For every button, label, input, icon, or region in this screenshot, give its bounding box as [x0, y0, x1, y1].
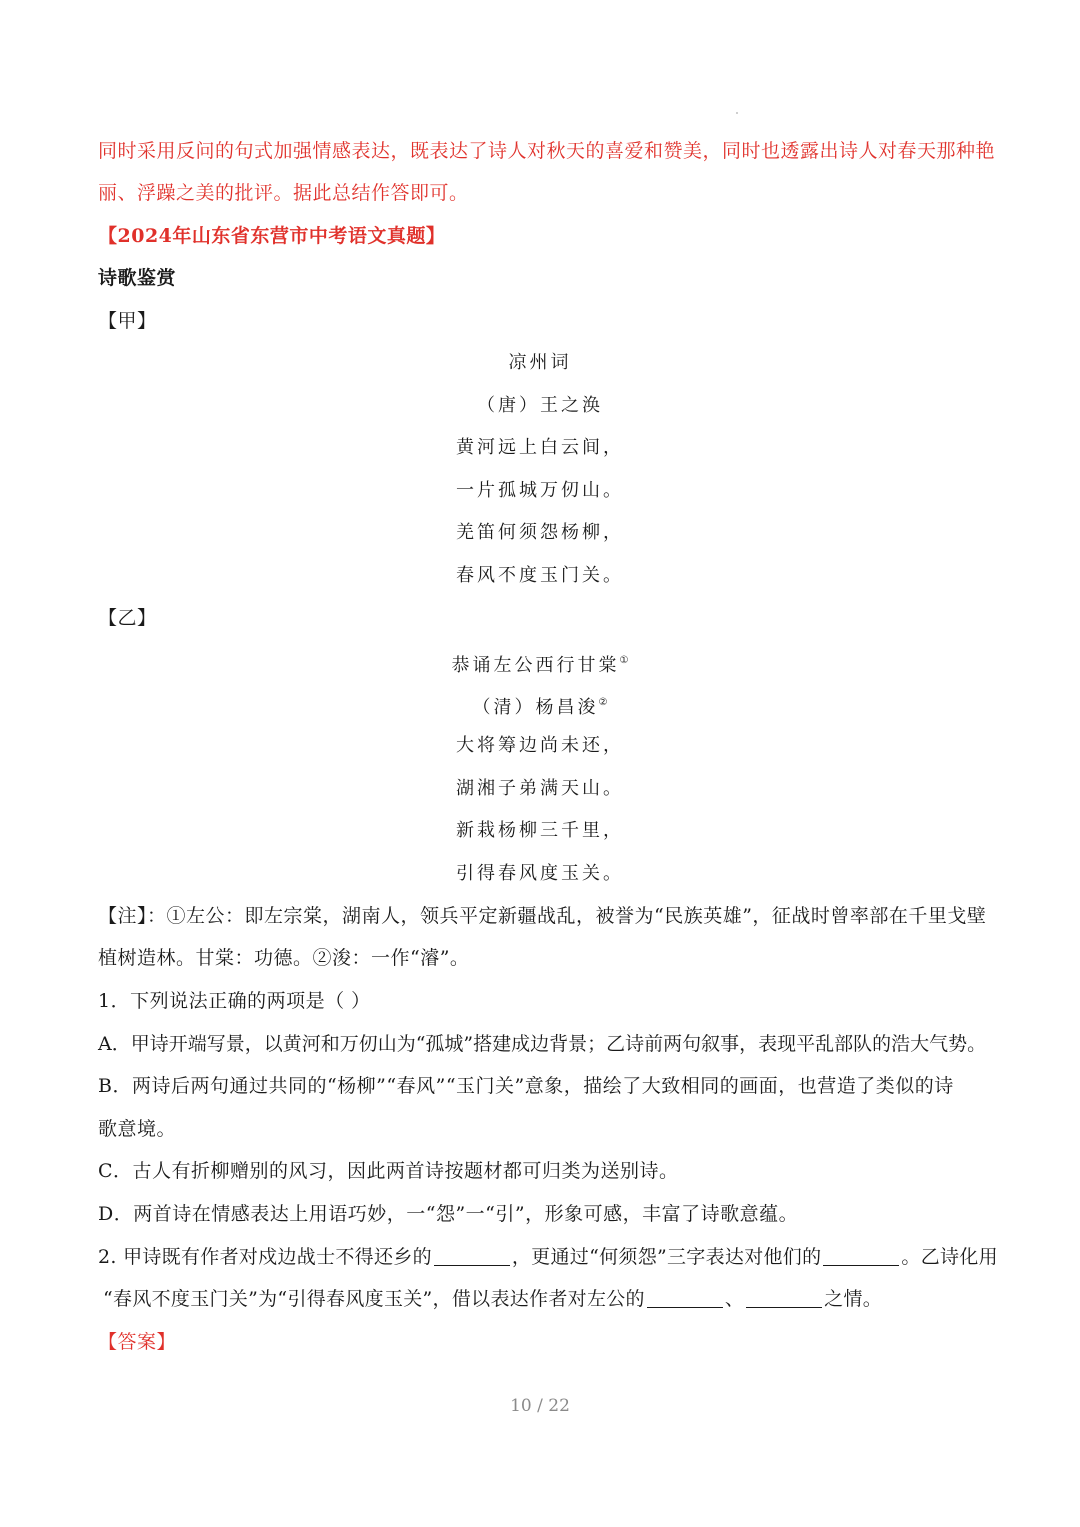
- poem-b-line-3: 新栽杨柳三千里，: [456, 820, 624, 841]
- section-title: 诗歌鉴赏: [98, 267, 177, 289]
- answer-blank-4[interactable]: [746, 1289, 822, 1308]
- poem-b-line-2: 湖湘子弟满天山。: [456, 778, 624, 799]
- question-1-option-a: A．甲诗开端写景，以黄河和万仞山为“孤城”搭建成边背景；乙诗前两句叙事，表现平乱部队的浩大气势。: [98, 1033, 987, 1055]
- page-number: 10 / 22: [510, 1396, 570, 1416]
- question-2-text-3: 。乙诗化用: [901, 1246, 998, 1268]
- poem-a-author: （唐）王之涣: [477, 395, 603, 416]
- answer-blank-3[interactable]: [647, 1289, 723, 1308]
- question-1-option-b: B．两诗后两句通过共同的“杨柳”“春风”“玉门关”意象，描绘了大致相同的画面，也营造了类似的诗: [98, 1075, 954, 1097]
- poem-b-author-row: [0, 689, 1080, 722]
- question-2-text-6: 之情。: [824, 1288, 883, 1310]
- answer-analysis-line-1: 同时采用反问的句式加强情感表达，既表达了诗人对秋天的喜爱和赞美，同时也透露出诗人对春天那种艳: [98, 140, 996, 162]
- question-2-line-1: [98, 1243, 998, 1271]
- exam-source-heading: 【2024年山东省东营市中考语文真题】: [98, 225, 446, 247]
- poem-b-marker: 【乙】: [98, 607, 157, 629]
- poem-a-marker: 【甲】: [98, 310, 157, 332]
- poem-a-line-4: 春风不度玉门关。: [456, 565, 624, 586]
- poem-b-title: 恭诵左公西行甘棠: [451, 655, 620, 676]
- poem-b-title-row: [0, 647, 1080, 680]
- answer-blank-2[interactable]: [823, 1247, 899, 1266]
- question-1-option-d: D．两首诗在情感表达上用语巧妙，一“怨”一“引”，形象可感，丰富了诗歌意蕴。: [98, 1203, 799, 1225]
- poem-a-line-3: 羌笛何须怨杨柳，: [456, 522, 624, 543]
- poem-b-title-footnote: ①: [619, 655, 629, 666]
- poem-b-author-footnote: ②: [598, 697, 608, 708]
- poem-a-line-1: 黄河远上白云间，: [456, 437, 624, 458]
- question-1-option-b-cont: 歌意境。: [98, 1118, 177, 1140]
- answer-blank-1[interactable]: [434, 1247, 510, 1266]
- answer-label: 【答案】: [98, 1331, 177, 1353]
- poem-b-line-4: 引得春风度玉关。: [456, 863, 624, 884]
- question-2-text-4: “春风不度玉门关”为“引得春风度玉关”，借以表达作者对左公的: [103, 1288, 645, 1310]
- question-1-option-c: C．古人有折柳赠别的风习，因此两首诗按题材都可归类为送别诗。: [98, 1160, 679, 1182]
- notes-line-2: 植树造林。甘棠：功德。②浚：一作“濬”。: [98, 947, 470, 969]
- question-2-text-5: 、: [724, 1288, 745, 1310]
- question-2-line-2: [103, 1285, 882, 1313]
- poem-a-title: 凉州词: [508, 352, 572, 373]
- poem-a-line-2: 一片孤城万仞山。: [456, 480, 624, 501]
- answer-analysis-line-2: 丽、浮躁之美的批评。据此总结作答即可。: [98, 182, 469, 204]
- question-2-text-2: ，更通过“何须怨”三字表达对他们的: [511, 1246, 822, 1268]
- question-2-text-1: 2. 甲诗既有作者对戍边战士不得还乡的: [98, 1246, 432, 1268]
- notes-line-1: 【注】：①左公：即左宗棠，湖南人，领兵平定新疆战乱，被誉为“民族英雄”，征战时曾率部在千里戈壁: [98, 905, 987, 927]
- scan-speck: [736, 112, 738, 114]
- poem-b-line-1: 大将筹边尚未还，: [456, 735, 624, 756]
- question-1-stem: 1．下列说法正确的两项是（ ）: [98, 990, 371, 1012]
- poem-b-author: （清）杨昌浚: [472, 697, 599, 718]
